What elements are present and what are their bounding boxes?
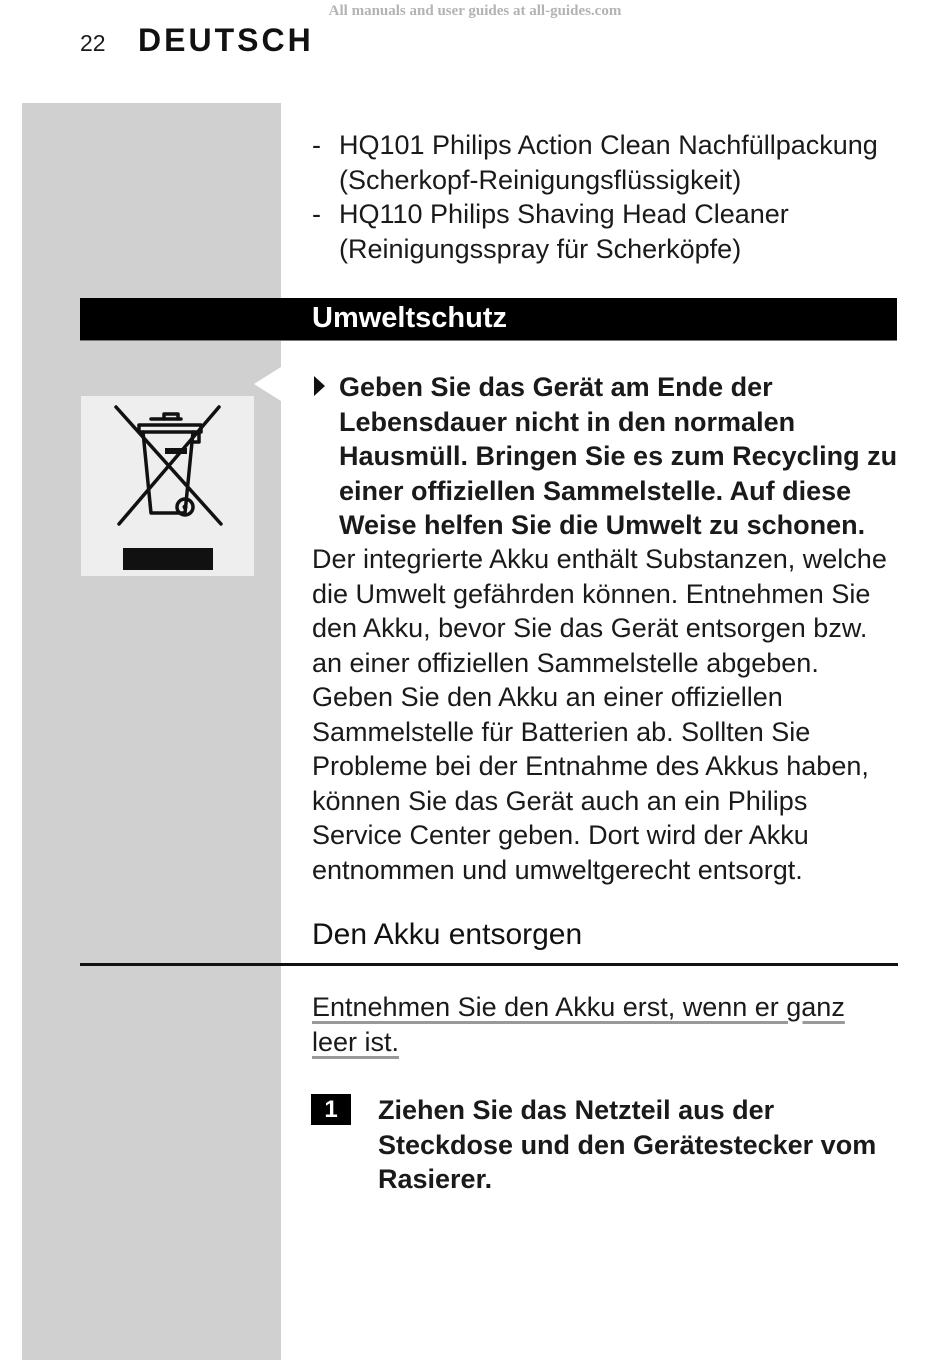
disposal-instruction <box>312 370 902 543</box>
subsection-divider <box>80 963 898 966</box>
dash-marker: - <box>312 130 321 160</box>
crossed-out-wheelie-bin-icon <box>81 396 254 576</box>
bullet-marker-icon <box>314 376 325 396</box>
section-header-bar <box>80 298 897 341</box>
accessory-list <box>312 128 902 266</box>
dash-marker: - <box>312 199 321 229</box>
list-item-text: HQ110 Philips Shaving Head Cleaner (Reinigungsspray für Scherköpfe) <box>339 199 789 264</box>
watermark: All manuals and user guides at all-guides.com <box>328 3 622 19</box>
battery-paragraph: Der integrierte Akku enthält Substanzen, welche die Umwelt gefährden können. Entnehmen Sie den Akku, bevor Sie das Gerät entsorgen bzw. an einer offiziellen Sammelstelle abgeben. Geben Sie den Akku an einer offiziellen Sammelstelle für Batterien ab. Sollten Sie Probleme bei der Entnahme des Akkus haben, können Sie das Gerät auch an ein Philips Service Center geben. Dort wird der Akku entnommen und umweltgerecht entsorgt. <box>312 544 887 885</box>
step-text: Ziehen Sie das Netzteil aus der Steckdose und den Gerätestecker vom Rasierer. <box>378 1095 877 1194</box>
section-title: Umweltschutz <box>312 302 507 334</box>
note-text: Entnehmen Sie den Akku erst, wenn er ganz leer ist. <box>312 992 845 1057</box>
instruction-text: Geben Sie das Gerät am Ende der Lebensdauer nicht in den normalen Hausmüll. Bringen Sie es zum Recycling zu einer offiziellen Sammelstelle. Auf diese Weise helfen Sie die Umwelt zu schonen. <box>339 372 898 540</box>
language-heading: DEUTSCH <box>138 22 314 58</box>
recycling-illustration <box>81 396 254 576</box>
margin-column <box>22 103 281 1360</box>
list-item <box>312 197 902 266</box>
step-number-badge: 1 <box>311 1094 351 1125</box>
list-item <box>312 128 902 197</box>
page-number: 22 <box>80 30 106 56</box>
note <box>312 990 892 1059</box>
subsection-title: Den Akku entsorgen <box>312 918 583 951</box>
callout-pointer <box>254 367 281 401</box>
list-item-text: HQ101 Philips Action Clean Nachfüllpackung (Scherkopf-Reinigungsflüssigkeit) <box>339 130 878 195</box>
